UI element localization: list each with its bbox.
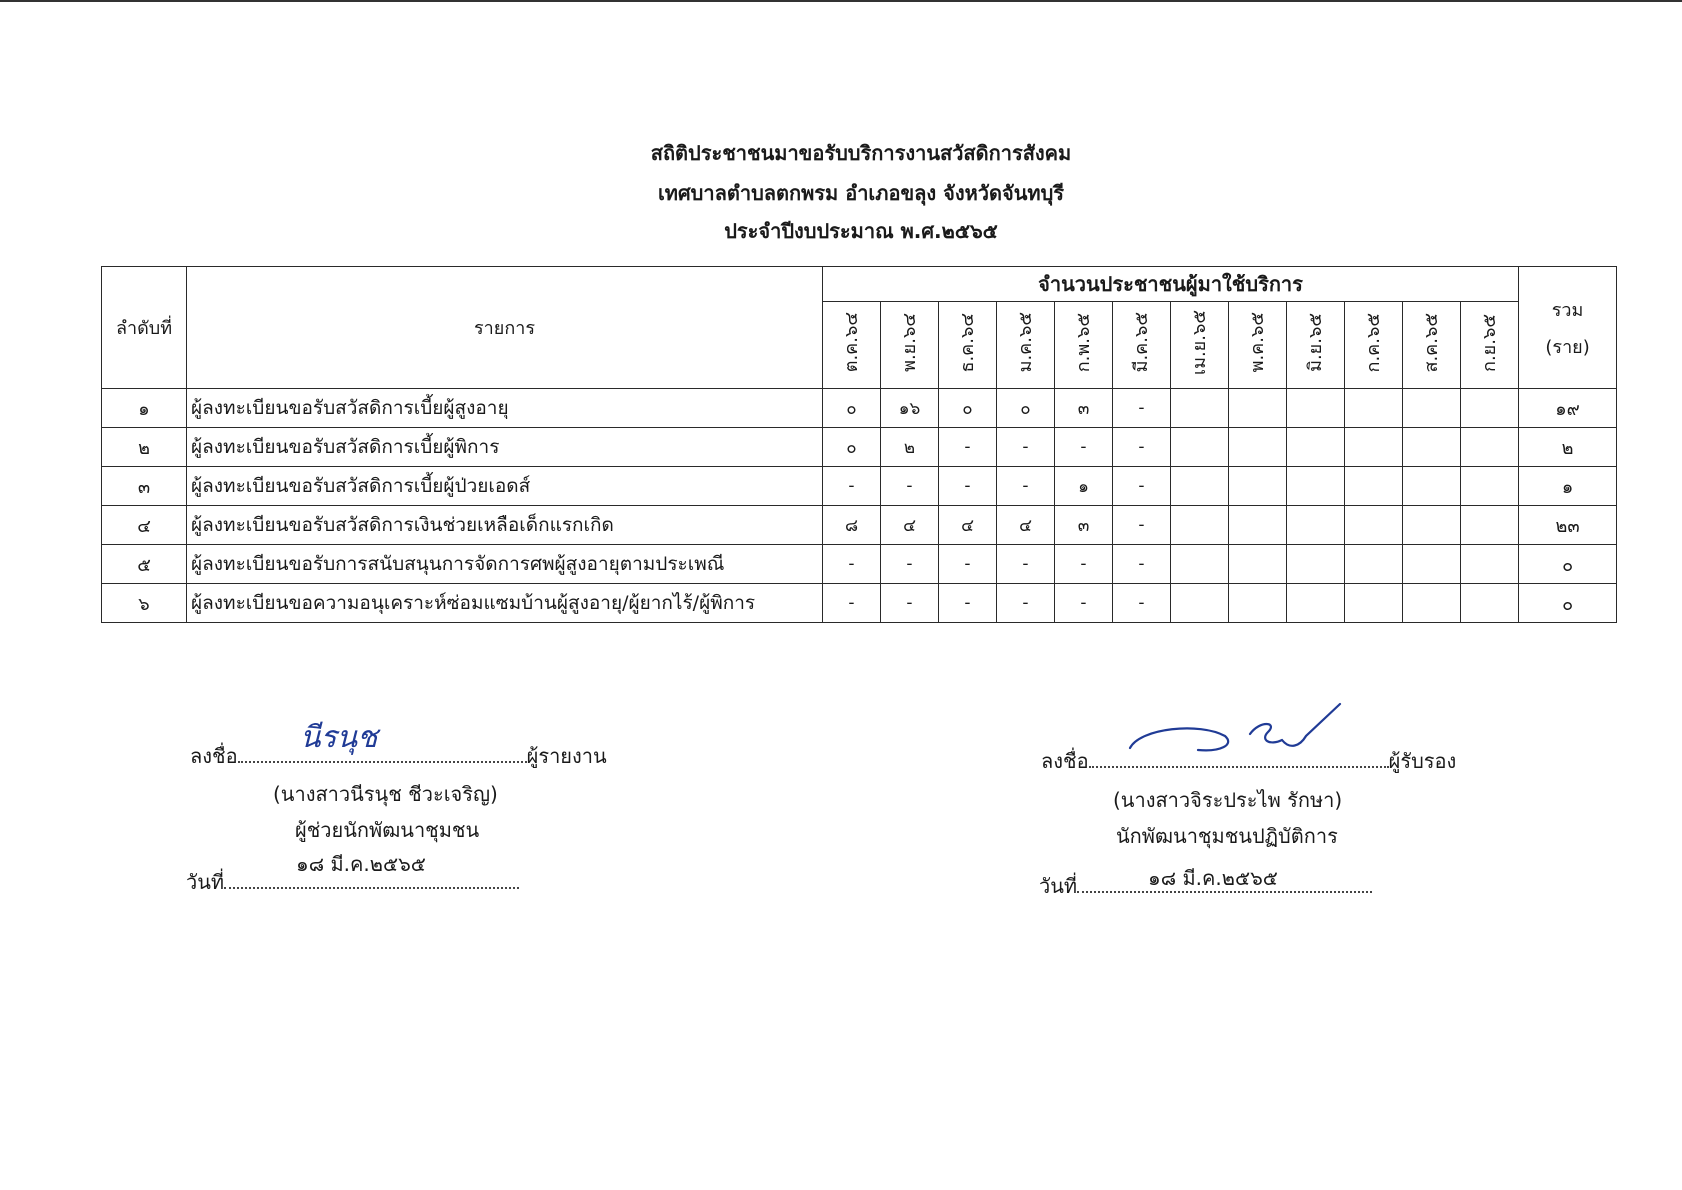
month-value-cell: - (939, 584, 997, 623)
row-total: ๐ (1519, 545, 1617, 584)
row-number: ๑ (102, 389, 187, 428)
reporter-date-label: วันที่ (186, 870, 225, 894)
month-value-cell (1171, 506, 1229, 545)
month-value-cell: - (939, 428, 997, 467)
month-value-cell (1461, 467, 1519, 506)
row-number: ๓ (102, 467, 187, 506)
month-value-cell (1345, 389, 1403, 428)
row-item-label: ผู้ลงทะเบียนขอรับการสนับสนุนการจัดการศพผู้สูงอายุตามประเพณี (187, 545, 823, 584)
month-value-cell: - (1113, 389, 1171, 428)
month-value-cell: ๑ (1055, 467, 1113, 506)
month-value-cell: - (997, 545, 1055, 584)
certifier-name: (นางสาวจิระประไพ รักษา) (1113, 788, 1343, 812)
total-header-line1: รวม (1551, 299, 1584, 321)
month-value-cell (1345, 467, 1403, 506)
table-row (102, 467, 1617, 506)
month-value-cell (1287, 545, 1345, 584)
month-header-label: ม.ค.๖๕ (1014, 312, 1036, 373)
item-header: รายการ (187, 267, 823, 389)
month-header-label: ธ.ค.๖๔ (956, 312, 978, 373)
month-value-cell: ๓ (1055, 389, 1113, 428)
month-value-cell: - (997, 428, 1055, 467)
row-item-label: ผู้ลงทะเบียนขอรับสวัสดิการเบี้ยผู้สูงอายุ (187, 389, 823, 428)
month-header-label: ก.พ.๖๕ (1072, 312, 1094, 373)
row-number: ๖ (102, 584, 187, 623)
month-value-cell (1403, 584, 1461, 623)
table-row (102, 506, 1617, 545)
month-value-cell: ๐ (939, 389, 997, 428)
month-value-cell: - (881, 584, 939, 623)
certifier-handwritten-signature (1120, 700, 1350, 765)
month-header-label: มี.ค.๖๕ (1130, 312, 1152, 373)
table-body (102, 389, 1617, 623)
row-number: ๕ (102, 545, 187, 584)
month-value-cell: ๐ (823, 428, 881, 467)
reporter-date-value: ๑๘ มี.ค.๒๕๖๕ (296, 852, 426, 876)
month-header (1229, 302, 1287, 389)
month-value-cell (1171, 584, 1229, 623)
month-value-cell: - (823, 467, 881, 506)
month-value-cell (1461, 584, 1519, 623)
month-value-cell: ๔ (997, 506, 1055, 545)
month-header-label: ต.ค.๖๔ (840, 312, 862, 373)
reporter-name: (นางสาวนีรนุช ชีวะเจริญ) (273, 782, 498, 806)
reporter-handwritten-signature: นีรนุช (300, 720, 378, 755)
document-subtitle-org: เทศบาลตำบลตกพรม อำเภอขลุง จังหวัดจันทบุรี (657, 181, 1065, 205)
month-value-cell (1287, 467, 1345, 506)
month-value-cell (1171, 428, 1229, 467)
month-value-cell: ๔ (881, 506, 939, 545)
month-value-cell (1345, 428, 1403, 467)
month-value-cell (1171, 545, 1229, 584)
month-value-cell: ๘ (823, 506, 881, 545)
certifier-sign-label: ลงชื่อ (1041, 749, 1089, 773)
reporter-role-label: ผู้รายงาน (526, 744, 607, 768)
row-item-label: ผู้ลงทะเบียนขอรับสวัสดิการเงินช่วยเหลือเด็กแรกเกิด (187, 506, 823, 545)
month-value-cell: - (1113, 545, 1171, 584)
month-value-cell (1403, 467, 1461, 506)
month-value-cell: ๐ (997, 389, 1055, 428)
month-header-label: เม.ย.๖๕ (1188, 309, 1210, 376)
month-value-cell (1229, 584, 1287, 623)
month-value-cell (1287, 584, 1345, 623)
month-header (1055, 302, 1113, 389)
month-value-cell (1345, 545, 1403, 584)
month-value-cell: - (997, 467, 1055, 506)
reporter-sign-label: ลงชื่อ (190, 744, 238, 768)
month-value-cell: ๑๖ (881, 389, 939, 428)
month-header (1113, 302, 1171, 389)
month-value-cell: ๒ (881, 428, 939, 467)
table-row (102, 584, 1617, 623)
page-top-edge (0, 0, 1682, 2)
month-header (823, 302, 881, 389)
row-number: ๒ (102, 428, 187, 467)
month-value-cell: ๐ (823, 389, 881, 428)
month-value-cell (1229, 506, 1287, 545)
month-value-cell: ๔ (939, 506, 997, 545)
month-header (1171, 302, 1229, 389)
table-row (102, 389, 1617, 428)
month-header (997, 302, 1055, 389)
row-total: ๒ (1519, 428, 1617, 467)
month-value-cell: - (1055, 545, 1113, 584)
month-value-cell: - (881, 467, 939, 506)
certifier-date-dotted-line (1077, 877, 1372, 893)
month-value-cell (1403, 506, 1461, 545)
month-header (939, 302, 997, 389)
month-value-cell: - (1113, 428, 1171, 467)
certifier-date-line (1039, 870, 1372, 902)
month-value-cell (1229, 467, 1287, 506)
document-title: สถิติประชาชนมาขอรับบริการงานสวัสดิการสังคม (650, 141, 1072, 165)
total-header (1519, 267, 1617, 389)
header-row-group (102, 267, 1617, 302)
service-stats-table (101, 266, 1617, 623)
reporter-sign-line (190, 740, 607, 772)
month-value-cell: - (1055, 428, 1113, 467)
month-header-label: ก.ค.๖๕ (1362, 312, 1384, 373)
month-value-cell: - (823, 545, 881, 584)
row-item-label: ผู้ลงทะเบียนขอรับสวัสดิการเบี้ยผู้ป่วยเอดส์ (187, 467, 823, 506)
month-value-cell (1229, 428, 1287, 467)
certifier-date-value: ๑๘ มี.ค.๒๕๖๕ (1148, 866, 1278, 890)
document-subtitle-year: ประจำปีงบประมาณ พ.ศ.๒๕๖๕ (724, 219, 998, 243)
month-value-cell (1461, 506, 1519, 545)
reporter-date-line (186, 866, 519, 898)
month-value-cell (1461, 428, 1519, 467)
certifier-position: นักพัฒนาชุมชนปฏิบัติการ (1116, 824, 1338, 848)
month-value-cell (1287, 428, 1345, 467)
month-value-cell (1345, 584, 1403, 623)
month-value-cell: - (881, 545, 939, 584)
month-header-label: ก.ย.๖๕ (1478, 313, 1500, 372)
month-value-cell: - (823, 584, 881, 623)
month-header-label: มิ.ย.๖๕ (1304, 313, 1326, 372)
month-value-cell (1345, 506, 1403, 545)
row-item-label: ผู้ลงทะเบียนขอความอนุเคราะห์ซ่อมแซมบ้านผู้สูงอายุ/ผู้ยากไร้/ผู้พิการ (187, 584, 823, 623)
month-value-cell (1229, 545, 1287, 584)
month-header (1461, 302, 1519, 389)
reporter-date-dotted-line (224, 873, 519, 889)
month-value-cell (1287, 506, 1345, 545)
certifier-role-label: ผู้รับรอง (1388, 749, 1457, 773)
month-header (1403, 302, 1461, 389)
month-header (1287, 302, 1345, 389)
month-header (1345, 302, 1403, 389)
month-value-cell (1287, 389, 1345, 428)
reporter-sign-dotted-line (238, 747, 527, 763)
month-value-cell: - (1055, 584, 1113, 623)
month-value-cell: - (1113, 506, 1171, 545)
certifier-date-label: วันที่ (1039, 874, 1078, 898)
month-value-cell (1403, 545, 1461, 584)
month-value-cell (1229, 389, 1287, 428)
month-header (881, 302, 939, 389)
month-value-cell: - (1113, 467, 1171, 506)
table-row (102, 428, 1617, 467)
row-total: ๑ (1519, 467, 1617, 506)
order-header: ลำดับที่ (102, 267, 187, 389)
month-value-cell: ๓ (1055, 506, 1113, 545)
month-header-label: พ.ค.๖๕ (1246, 312, 1268, 373)
month-value-cell (1171, 389, 1229, 428)
month-value-cell: - (1113, 584, 1171, 623)
row-item-label: ผู้ลงทะเบียนขอรับสวัสดิการเบี้ยผู้พิการ (187, 428, 823, 467)
row-total: ๑๙ (1519, 389, 1617, 428)
row-total: ๐ (1519, 584, 1617, 623)
month-value-cell (1171, 467, 1229, 506)
month-value-cell: - (997, 584, 1055, 623)
reporter-position: ผู้ช่วยนักพัฒนาชุมชน (295, 818, 480, 842)
month-value-cell (1403, 428, 1461, 467)
table-row (102, 545, 1617, 584)
users-count-header: จำนวนประชาชนผู้มาใช้บริการ (823, 267, 1519, 302)
row-total: ๒๓ (1519, 506, 1617, 545)
month-value-cell (1403, 389, 1461, 428)
month-header-label: ส.ค.๖๕ (1420, 312, 1442, 373)
row-number: ๔ (102, 506, 187, 545)
month-value-cell: - (939, 467, 997, 506)
month-value-cell (1461, 389, 1519, 428)
month-value-cell (1461, 545, 1519, 584)
month-header-label: พ.ย.๖๔ (898, 313, 920, 372)
total-header-line2: (ราย) (1545, 336, 1590, 358)
month-value-cell: - (939, 545, 997, 584)
